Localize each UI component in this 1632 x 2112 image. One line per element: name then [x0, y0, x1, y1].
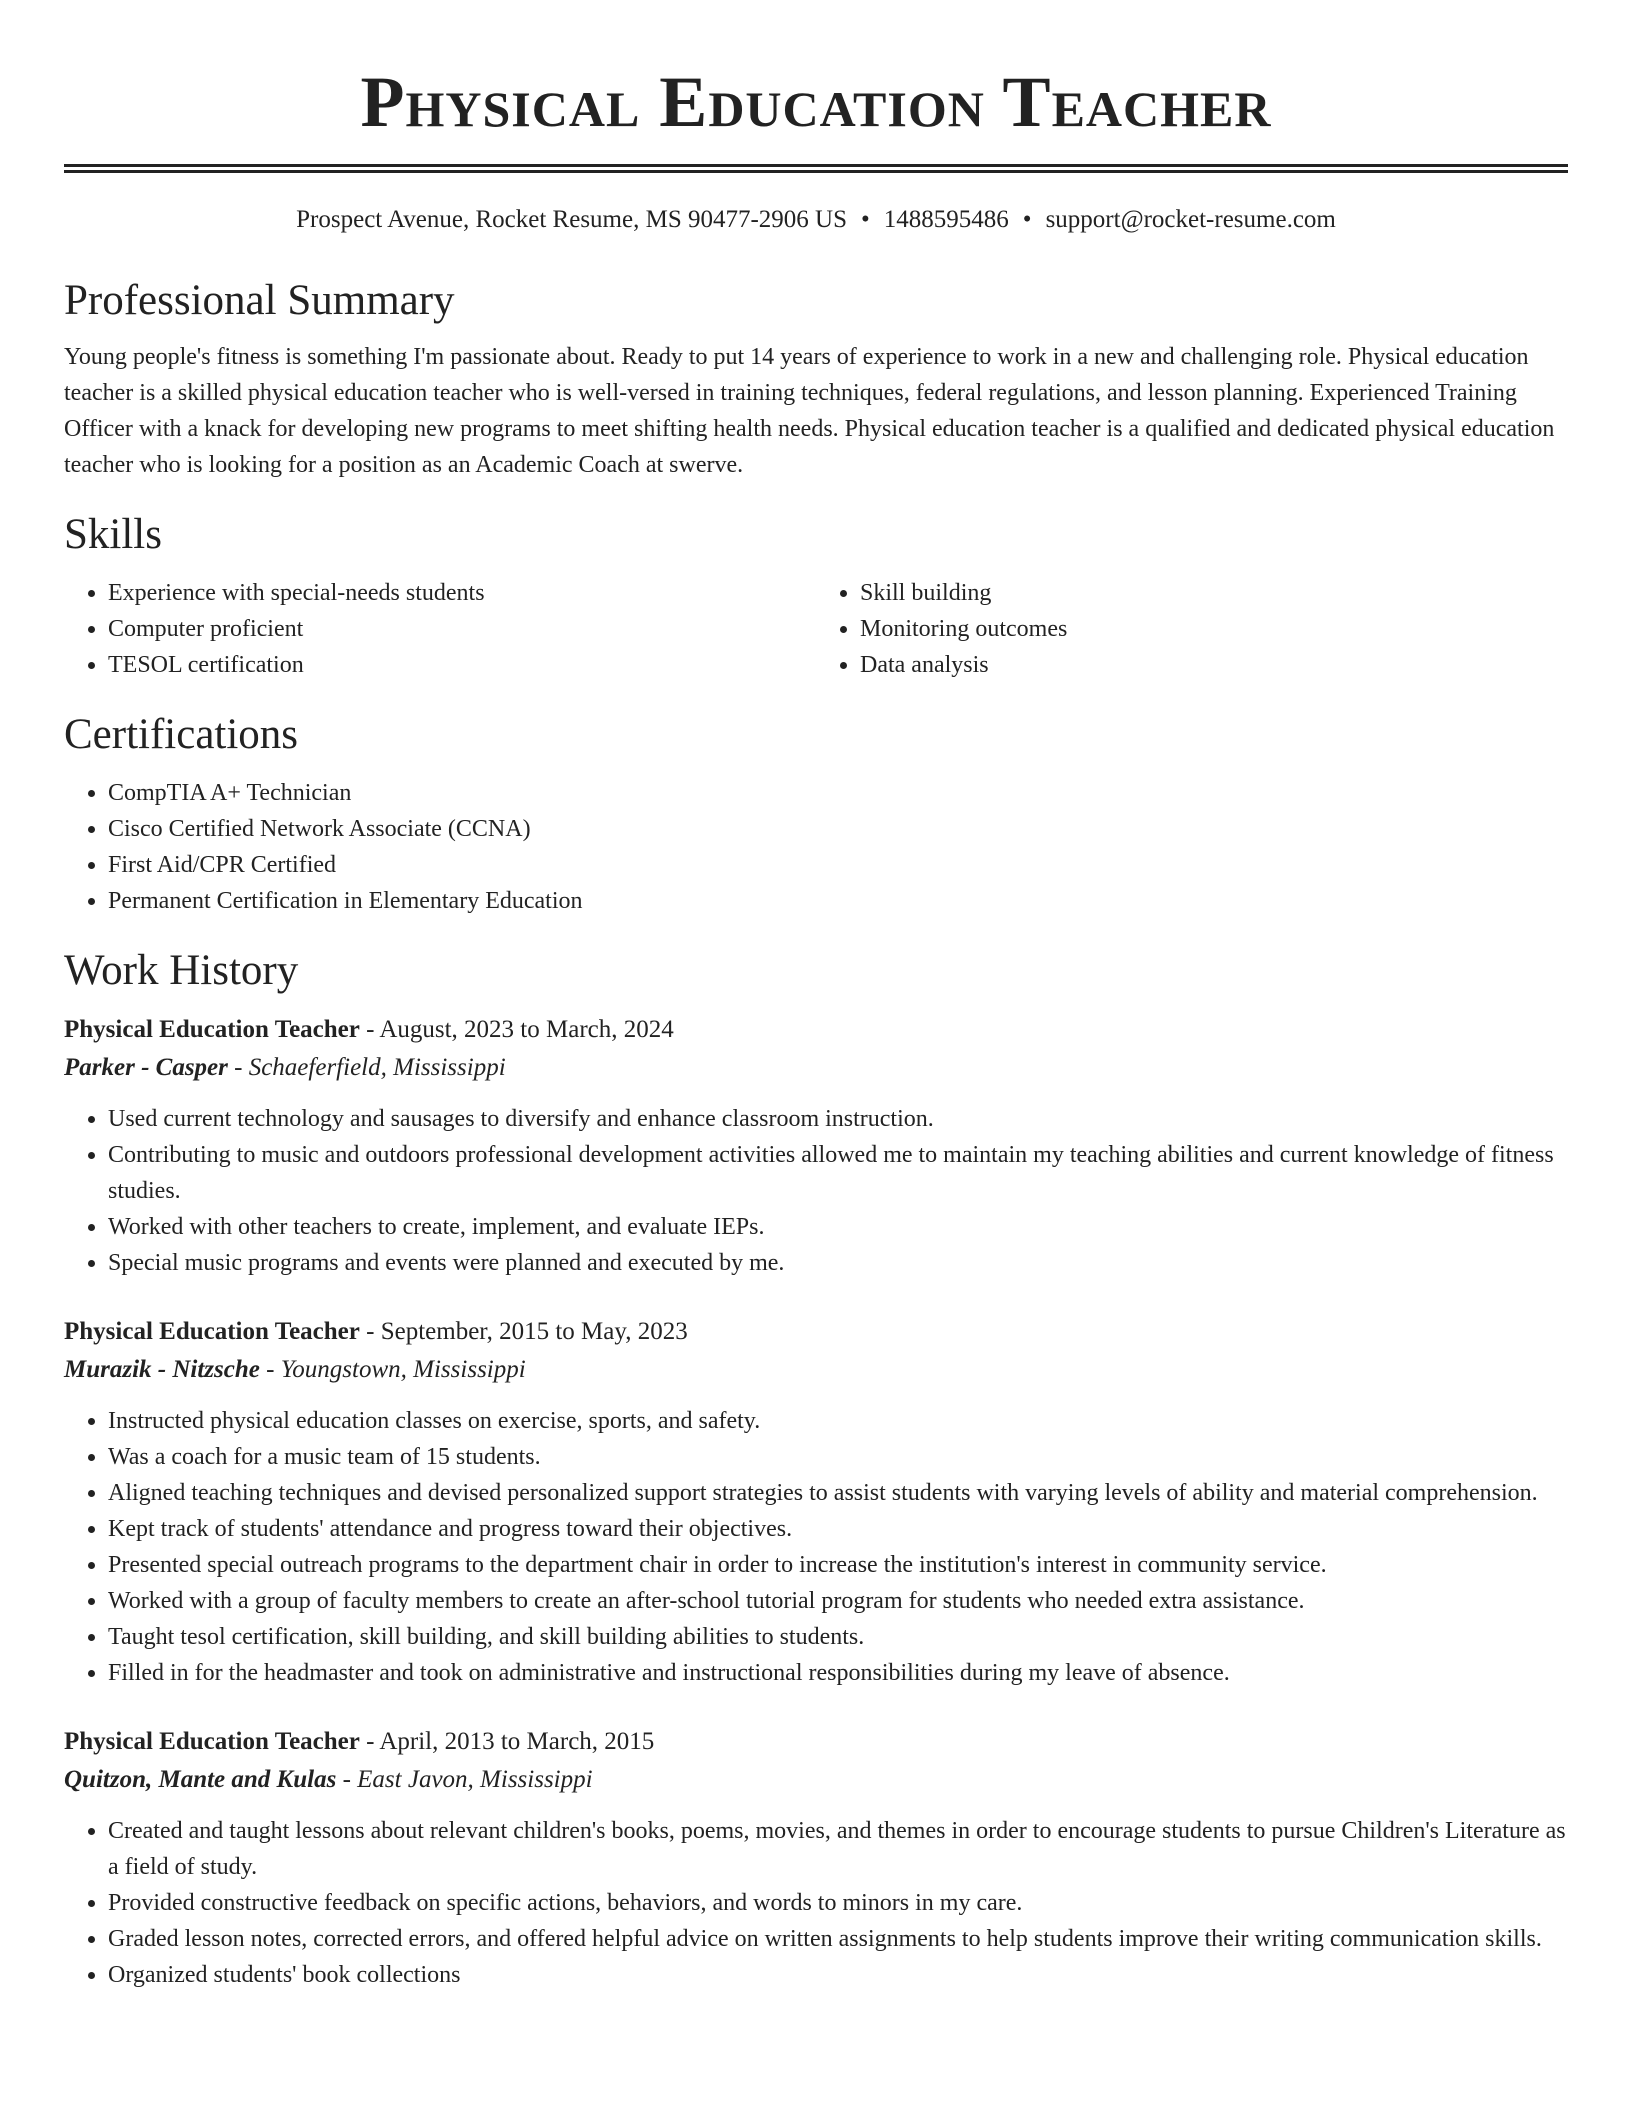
certification-item: • Cisco Certified Network Associate (CCNA) — [108, 811, 1568, 847]
skill-item: • Skill building — [860, 575, 1568, 611]
contact-email: support@rocket-resume.com — [1045, 206, 1336, 233]
job-duty: • Provided constructive feedback on specific actions, behaviors, and words to minors in my care. — [108, 1885, 1568, 1921]
job-duty: • Filled in for the headmaster and took on administrative and instructional responsibilities during my leave of absence. — [108, 1655, 1568, 1691]
job-header — [64, 1011, 1568, 1049]
skill-item: • Monitoring outcomes — [860, 611, 1568, 647]
job-duty: • Special music programs and events were planned and executed by me. — [108, 1245, 1568, 1281]
skill-item: • TESOL certification — [108, 647, 816, 683]
job-duties-list — [64, 1101, 1568, 1281]
summary-text: Young people's fitness is something I'm passionate about. Ready to put 14 years of experience to work in a new and challenging role. Physical education teacher is a skilled physical education teacher who is well-versed in training techniques, federal regulations, and lesson planning. Experienced Training Officer with a knack for developing new programs to meet shifting health needs. Physical education teacher is a qualified and dedicated physical education teacher who is looking for a position as an Academic Coach at swerve. — [64, 344, 1555, 478]
certification-item: • CompTIA A+ Technician — [108, 775, 1568, 811]
certification-item: • First Aid/CPR Certified — [108, 847, 1568, 883]
job-duty: • Graded lesson notes, corrected errors, and offered helpful advice on written assignments to help students improve their writing communication skills. — [108, 1921, 1568, 1957]
job-dates: - April, 2013 to March, 2015 — [359, 1728, 655, 1755]
job-dates: - September, 2015 to May, 2023 — [359, 1318, 688, 1345]
job-location: - East Javon, Mississippi — [336, 1766, 593, 1793]
job-duty: • Instructed physical education classes on exercise, sports, and safety. — [108, 1403, 1568, 1439]
job-duty: • Taught tesol certification, skill building, and skill building abilities to students. — [108, 1619, 1568, 1655]
skills-heading: Skills — [64, 511, 162, 558]
job-company: Parker - Casper — [64, 1054, 228, 1081]
job-duty: • Organized students' book collections — [108, 1957, 1568, 1993]
contact-address: Prospect Avenue, Rocket Resume, MS 90477-2906 US — [296, 206, 848, 233]
contact-separator: • — [1022, 206, 1032, 233]
skills-list-left — [64, 575, 816, 683]
skills-columns — [64, 575, 1568, 683]
job-entry — [64, 1723, 1568, 1993]
job-employer — [64, 1761, 1568, 1799]
job-role: Physical Education Teacher — [64, 1016, 360, 1043]
job-employer — [64, 1049, 1568, 1087]
job-role: Physical Education Teacher — [64, 1728, 360, 1755]
skill-item: • Data analysis — [860, 647, 1568, 683]
job-header — [64, 1313, 1568, 1351]
skill-item: • Experience with special-needs students — [108, 575, 816, 611]
certification-item: • Permanent Certification in Elementary Education — [108, 883, 1568, 919]
job-duties-list — [64, 1403, 1568, 1691]
job-duty: • Worked with other teachers to create, implement, and evaluate IEPs. — [108, 1209, 1568, 1245]
job-company: Quitzon, Mante and Kulas — [64, 1766, 337, 1793]
job-duty: • Used current technology and sausages to diversify and enhance classroom instruction. — [108, 1101, 1568, 1137]
summary-heading: Professional Summary — [64, 277, 455, 324]
job-company: Murazik - Nitzsche — [64, 1356, 260, 1383]
contact-line — [64, 203, 1568, 237]
job-duty: • Was a coach for a music team of 15 students. — [108, 1439, 1568, 1475]
job-location: - Youngstown, Mississippi — [259, 1356, 526, 1383]
work-history-heading: Work History — [64, 947, 299, 994]
certifications-heading: Certifications — [64, 711, 299, 758]
job-duty: • Created and taught lessons about relevant children's books, poems, movies, and themes in order to encourage students to pursue Children's Literature as a field of study. — [108, 1813, 1568, 1885]
skills-list-right — [816, 575, 1568, 683]
job-role: Physical Education Teacher — [64, 1318, 360, 1345]
job-duty: • Aligned teaching techniques and devised personalized support strategies to assist students with varying levels of ability and material comprehension. — [108, 1475, 1568, 1511]
resume-page — [64, 0, 1568, 1993]
job-duty: • Presented special outreach programs to the department chair in order to increase the institution's interest in community service. — [108, 1547, 1568, 1583]
job-header — [64, 1723, 1568, 1761]
job-dates: - August, 2023 to March, 2024 — [359, 1016, 674, 1043]
job-entry — [64, 1011, 1568, 1281]
title-divider — [64, 164, 1568, 173]
job-entry — [64, 1313, 1568, 1691]
job-duty: • Contributing to music and outdoors professional development activities allowed me to maintain my teaching abilities and current knowledge of fitness studies. — [108, 1137, 1568, 1209]
certifications-list — [64, 775, 1568, 919]
job-employer — [64, 1351, 1568, 1389]
contact-phone: 1488595486 — [883, 206, 1009, 233]
job-duty: • Kept track of students' attendance and progress toward their objectives. — [108, 1511, 1568, 1547]
job-duty: • Worked with a group of faculty members to create an after-school tutorial program for students who needed extra assistance. — [108, 1583, 1568, 1619]
skill-item: • Computer proficient — [108, 611, 816, 647]
job-duties-list — [64, 1813, 1568, 1993]
page-title: Physical Education Teacher — [360, 62, 1272, 142]
job-location: - Schaeferfield, Mississippi — [227, 1054, 506, 1081]
contact-separator: • — [861, 206, 870, 233]
